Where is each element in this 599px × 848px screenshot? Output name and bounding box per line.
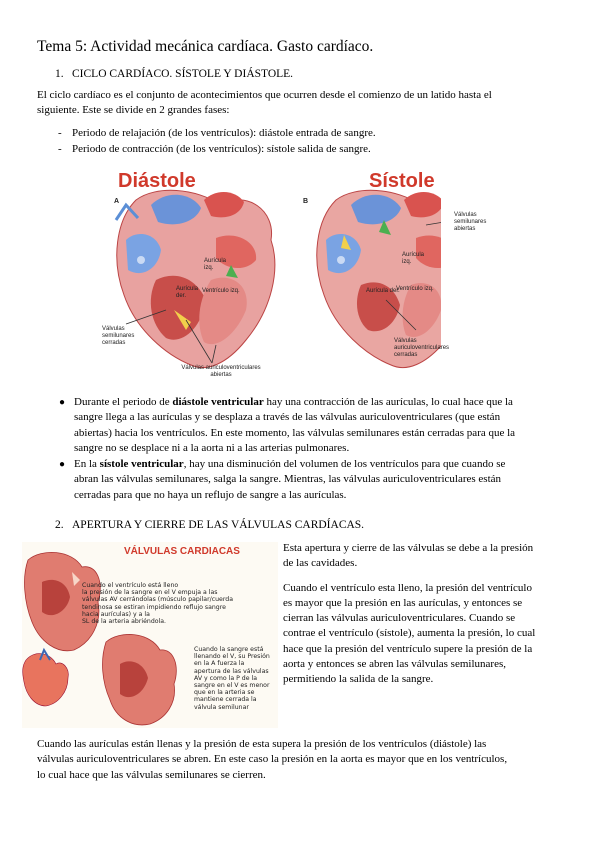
side-p2-line-5: hace que la presión del ventrículo supere la presión de la <box>283 642 533 655</box>
bullet-2-line-3: cerradas para que no haya un reflujo de sangre a las aurículas. <box>74 488 347 501</box>
bullet-diastole <box>59 395 574 456</box>
side-p2-line-3: cierran las válvulas auriculoventriculares. Cuando se <box>283 612 516 625</box>
side-p2-line-7: permitiendo la salida de la sangre. <box>283 673 434 686</box>
panel-b-label: B <box>303 198 309 205</box>
note-1-line: Cuando el ventrículo está lleno <box>82 582 179 589</box>
bullet-dot-icon: ● <box>59 459 66 470</box>
note-1-line: tendinosa se estiran impidiendo reflujo sangre <box>82 603 226 611</box>
bullet-1-line-3: abiertas) hacia los ventrículos. En este momento, las válvulas semilunares están cerradas para que la <box>74 426 516 439</box>
side-p2-line-1: Cuando el ventrículo esta lleno, la presión del ventrículo <box>283 581 532 594</box>
intro-line-2: siguiente. Este se divide en 2 grandes fases: <box>37 104 230 117</box>
note-2-line: AV y como la P de la <box>194 674 258 682</box>
valves-figure <box>22 542 278 728</box>
section-1-number: 1. <box>55 68 64 80</box>
bullet-2-bold: sístole ventricular <box>99 458 184 470</box>
side-p1-line-1: Esta apertura y cierre de las válvulas se debe a la presión <box>283 542 534 554</box>
bottom-line-2: válvulas auriculoventriculares se abren. En este caso la presión en la aorta es mayor que en los ventrículos, <box>37 753 508 766</box>
systole-left-ventricle-label: Ventrículo izq. <box>396 286 434 292</box>
diastole-left-atrium-label: Aurícula izq. <box>204 258 227 271</box>
systole-title: Sístole <box>369 170 435 192</box>
cardiac-cycle-figure <box>96 160 487 382</box>
section-1-title: CICLO CARDÍACO. SÍSTOLE Y DIÁSTOLE. <box>72 68 294 80</box>
page-title: Tema 5: Actividad mecánica cardíaca. Gasto cardíaco. <box>37 38 374 55</box>
phase-item-1-text: Periodo de relajación (de los ventrículos): diástole entrada de sangre. <box>72 127 376 139</box>
intro-line-1: El ciclo cardíaco es el conjunto de acontecimientos que ocurren desde el comienzo de un latido hasta el <box>37 89 492 101</box>
diastole-semilunar-label: Válvulas semilunares cerradas <box>102 326 135 346</box>
valves-bottom-paragraph <box>37 737 577 783</box>
section-1-intro <box>37 88 567 119</box>
systole-semilunar-label: Válvulas semilunares abiertas <box>454 212 487 232</box>
bullet-2-pre: En la <box>74 458 100 470</box>
note-1-line: SL de la arteria abriéndola. <box>82 618 167 626</box>
side-p2-line-6: aorta y entonces se abren las válvulas semilunares, <box>283 658 506 671</box>
valves-side-text <box>283 541 573 688</box>
bullet-1-line-2: sangre llega a las aurículas y se desplaza a través de las válvulas auriculoventriculares (que están <box>74 411 501 424</box>
note-2-line: válvula semilunar <box>194 703 249 711</box>
diastole-av-label: Válvulas auriculoventriculares abiertas <box>181 365 261 378</box>
heart-illustrations <box>96 160 450 382</box>
note-2-line: mantiene cerrada la <box>194 696 257 704</box>
note-1-line: la presión de la sangre en el V empuja a las <box>82 589 218 597</box>
diastole-title: Diástole <box>118 170 196 192</box>
bullet-1-bold: diástole ventricular <box>172 396 264 408</box>
side-p2-line-2: es mayor que la presión en las aurículas, y entonces se <box>283 596 523 609</box>
note-2-line: llenando el V, su Presión <box>194 653 270 661</box>
bullet-1-line-4: sangre no se desplace ni a la aorta ni a las arterias pulmonares. <box>74 441 350 454</box>
note-2-line: sangre en el V es menor <box>194 682 270 690</box>
note-2-line: en la A fuerza la <box>194 660 245 668</box>
phase-item-1: - Periodo de relajación (de los ventrículos): diástole entrada de sangre. <box>58 127 376 139</box>
valves-note-2 <box>194 646 278 711</box>
bullet-dot-icon: ● <box>59 397 66 408</box>
side-p1-line-2: de las cavidades. <box>283 557 358 570</box>
phase-item-2-text: Periodo de contracción (de los ventrículos): sístole salida de sangre. <box>72 143 371 155</box>
valves-figure-title: VÁLVULAS CARDIACAS <box>124 546 240 557</box>
valves-note-1 <box>82 582 282 625</box>
side-p2-line-4: contrae el ventrículo (sístole), aumenta la presión, lo cual <box>283 627 536 640</box>
diastole-left-ventricle-label: Ventrículo izq. <box>202 288 240 294</box>
bullet-1-pre: Durante el periodo de <box>74 396 173 408</box>
note-2-line: que en la arteria se <box>194 689 255 697</box>
section-2-heading <box>55 519 364 531</box>
section-1-heading <box>55 68 293 80</box>
bullet-1-post: hay una contracción de las aurículas, lo cual hace que la <box>263 396 513 408</box>
systole-av-label: Válvulas auriculoventriculares cerradas <box>394 338 450 358</box>
section-2-number: 2. <box>55 519 64 531</box>
note-2-line: Cuando la sangre está <box>194 646 264 653</box>
note-2-line: apertura de las válvulas <box>194 667 269 675</box>
bottom-line-1: Cuando las aurículas están llenas y la presión de esta supera la presión de los ventrículos (diástole) las <box>37 738 487 750</box>
bullet-2-line-2: abran las válvulas semilunares, salga la sangre. Mientras, las válvulas auriculoventriculares están <box>74 473 502 486</box>
systole-right-atrium-label: Aurícula der. <box>366 288 400 294</box>
phase-item-2: - Periodo de contracción (de los ventrículos): sístole salida de sangre. <box>58 143 371 155</box>
diastole-right-atrium-label: Aurícula der. <box>176 286 199 299</box>
bullet-systole <box>59 457 574 503</box>
note-1-line: hacia aurículas) y a la <box>82 610 150 618</box>
note-1-line: válvulas AV cerrándolas (músculo papilar/cuerda <box>82 596 233 604</box>
bullet-2-post: , hay una disminución del volumen de los ventrículos para que cuando se <box>183 458 506 470</box>
panel-a-label: A <box>114 198 120 205</box>
systole-left-atrium-label: Aurícula izq. <box>402 252 425 265</box>
bottom-line-3: lo cual hace que las válvulas semilunares se cierren. <box>37 768 266 781</box>
section-2-title: APERTURA Y CIERRE DE LAS VÁLVULAS CARDÍACAS. <box>72 519 365 531</box>
